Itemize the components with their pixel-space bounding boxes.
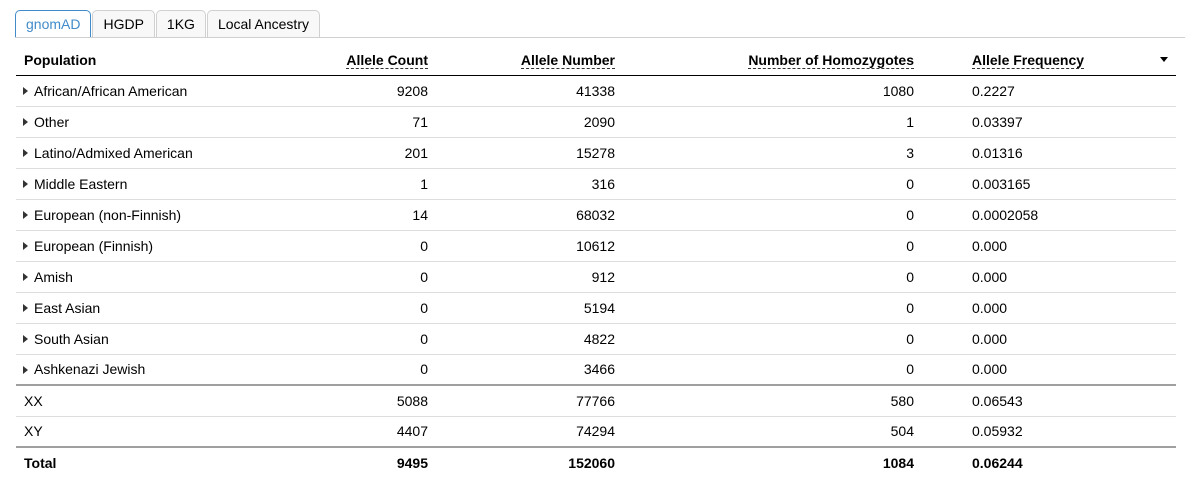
column-header-allele-frequency[interactable]: [922, 45, 1176, 75]
table-row[interactable]: [16, 230, 1176, 261]
population-name[interactable]: [16, 106, 216, 137]
homozygotes-cell: 0: [623, 323, 922, 354]
allele-count-cell: 0: [216, 323, 436, 354]
allele-frequency-cell: 0.05932: [922, 416, 1176, 447]
population-label: XY: [24, 423, 43, 440]
caret-right-icon[interactable]: [23, 335, 28, 343]
sort-allele-frequency[interactable]: Allele Frequency: [972, 51, 1085, 68]
sort-descending-icon: [1160, 57, 1168, 62]
sort-homozygotes[interactable]: Number of Homozygotes: [748, 51, 914, 68]
population-name: [16, 416, 216, 447]
population-name[interactable]: [16, 75, 216, 106]
population-label: African/African American: [34, 82, 188, 99]
column-header-allele-count[interactable]: [216, 45, 436, 75]
table-row[interactable]: [16, 354, 1176, 385]
population-name[interactable]: [16, 230, 216, 261]
population-label: XX: [24, 392, 43, 409]
sort-allele-count[interactable]: Allele Count: [346, 51, 428, 68]
table-row[interactable]: [16, 137, 1176, 168]
population-name[interactable]: [16, 168, 216, 199]
allele-number-cell: 912: [436, 261, 623, 292]
caret-right-icon[interactable]: [23, 366, 28, 374]
allele-frequency-cell: 0.0002058: [922, 199, 1176, 230]
allele-number-cell: 5194: [436, 292, 623, 323]
population-frequency-table: [16, 45, 1176, 478]
population-name[interactable]: [16, 292, 216, 323]
caret-right-icon[interactable]: [23, 211, 28, 219]
population-name[interactable]: [16, 323, 216, 354]
tab-local-ancestry[interactable]: Local Ancestry: [207, 10, 320, 38]
caret-right-icon[interactable]: [23, 273, 28, 281]
table-row[interactable]: [16, 75, 1176, 106]
allele-number-cell: 15278: [436, 137, 623, 168]
tab-1kg[interactable]: 1KG: [156, 10, 206, 38]
caret-right-icon[interactable]: [23, 180, 28, 188]
caret-right-icon[interactable]: [23, 149, 28, 157]
allele-frequency-cell: 0.000: [922, 292, 1176, 323]
allele-number-cell: 3466: [436, 354, 623, 385]
population-label: Latino/Admixed American: [34, 144, 193, 161]
table-row[interactable]: [16, 261, 1176, 292]
population-label: European (non-Finnish): [34, 206, 182, 223]
allele-number-cell: 152060: [568, 455, 615, 471]
population-label: Other: [34, 113, 70, 130]
table-row[interactable]: [16, 323, 1176, 354]
allele-frequency-cell: 0.2227: [922, 75, 1176, 106]
allele-number-cell: 77766: [436, 385, 623, 416]
column-header-homozygotes[interactable]: [623, 45, 922, 75]
population-label: Amish: [34, 268, 73, 285]
homozygotes-cell: 504: [623, 416, 922, 447]
homozygotes-cell: 0: [623, 168, 922, 199]
allele-frequency-cell: 0.000: [922, 230, 1176, 261]
allele-number-cell: 2090: [436, 106, 623, 137]
population-name: [16, 447, 216, 478]
allele-frequency-cell: 0.003165: [922, 168, 1176, 199]
homozygotes-cell: 1: [623, 106, 922, 137]
population-name[interactable]: [16, 261, 216, 292]
tab-hgdp[interactable]: HGDP: [92, 10, 154, 38]
population-label: East Asian: [34, 299, 101, 316]
population-label: European (Finnish): [34, 237, 154, 254]
allele-frequency-cell: 0.06244: [972, 455, 1023, 471]
population-name: [16, 385, 216, 416]
table-body: [16, 75, 1176, 478]
allele-count-cell: 201: [216, 137, 436, 168]
allele-number-cell: 10612: [436, 230, 623, 261]
column-header-population: Population: [16, 45, 216, 75]
population-label: Ashkenazi Jewish: [34, 361, 146, 378]
allele-count-cell: 0: [216, 261, 436, 292]
population-tabs: [15, 10, 321, 38]
table-row[interactable]: [16, 292, 1176, 323]
allele-count-cell: 1: [216, 168, 436, 199]
table-row: [16, 416, 1176, 447]
table-header-row: [16, 45, 1176, 75]
allele-count-cell: 71: [216, 106, 436, 137]
allele-count-cell: 5088: [216, 385, 436, 416]
table-row: [16, 447, 1176, 478]
caret-right-icon[interactable]: [23, 242, 28, 250]
allele-number-cell: 4822: [436, 323, 623, 354]
allele-frequency-cell: 0.03397: [922, 106, 1176, 137]
homozygotes-cell: 0: [623, 230, 922, 261]
allele-frequency-cell: 0.000: [922, 261, 1176, 292]
population-label: Total: [24, 455, 57, 471]
population-label: South Asian: [34, 330, 109, 347]
homozygotes-cell: 0: [623, 199, 922, 230]
homozygotes-cell: 0: [623, 354, 922, 385]
caret-right-icon[interactable]: [23, 118, 28, 126]
allele-count-cell: 14: [216, 199, 436, 230]
table-row: [16, 385, 1176, 416]
caret-right-icon[interactable]: [23, 304, 28, 312]
allele-number-cell: 316: [436, 168, 623, 199]
homozygotes-cell: 1080: [623, 75, 922, 106]
allele-count-cell: 0: [216, 230, 436, 261]
homozygotes-cell: 0: [623, 261, 922, 292]
homozygotes-cell: 0: [623, 292, 922, 323]
homozygotes-cell: 3: [623, 137, 922, 168]
caret-right-icon[interactable]: [23, 87, 28, 95]
allele-frequency-cell: 0.000: [922, 323, 1176, 354]
population-name[interactable]: [16, 354, 216, 385]
allele-count-cell: 0: [216, 292, 436, 323]
population-label: Middle Eastern: [34, 175, 128, 192]
population-name[interactable]: [16, 199, 216, 230]
allele-count-cell: 9495: [396, 455, 428, 471]
allele-count-cell: 0: [216, 354, 436, 385]
allele-frequency-cell: 0.01316: [922, 137, 1176, 168]
homozygotes-cell: 1084: [882, 455, 914, 471]
tab-gnomad[interactable]: gnomAD: [15, 10, 91, 38]
column-header-allele-number[interactable]: [436, 45, 623, 75]
allele-frequency-cell: 0.06543: [922, 385, 1176, 416]
sort-allele-number[interactable]: Allele Number: [520, 51, 615, 68]
allele-number-cell: 41338: [436, 75, 623, 106]
allele-count-cell: 4407: [216, 416, 436, 447]
population-name[interactable]: [16, 137, 216, 168]
tab-divider: [15, 37, 1185, 38]
allele-count-cell: 9208: [216, 75, 436, 106]
table-row[interactable]: [16, 199, 1176, 230]
allele-number-cell: 68032: [436, 199, 623, 230]
allele-number-cell: 74294: [436, 416, 623, 447]
table-row[interactable]: [16, 106, 1176, 137]
homozygotes-cell: 580: [623, 385, 922, 416]
table-row[interactable]: [16, 168, 1176, 199]
allele-frequency-cell: 0.000: [922, 354, 1176, 385]
